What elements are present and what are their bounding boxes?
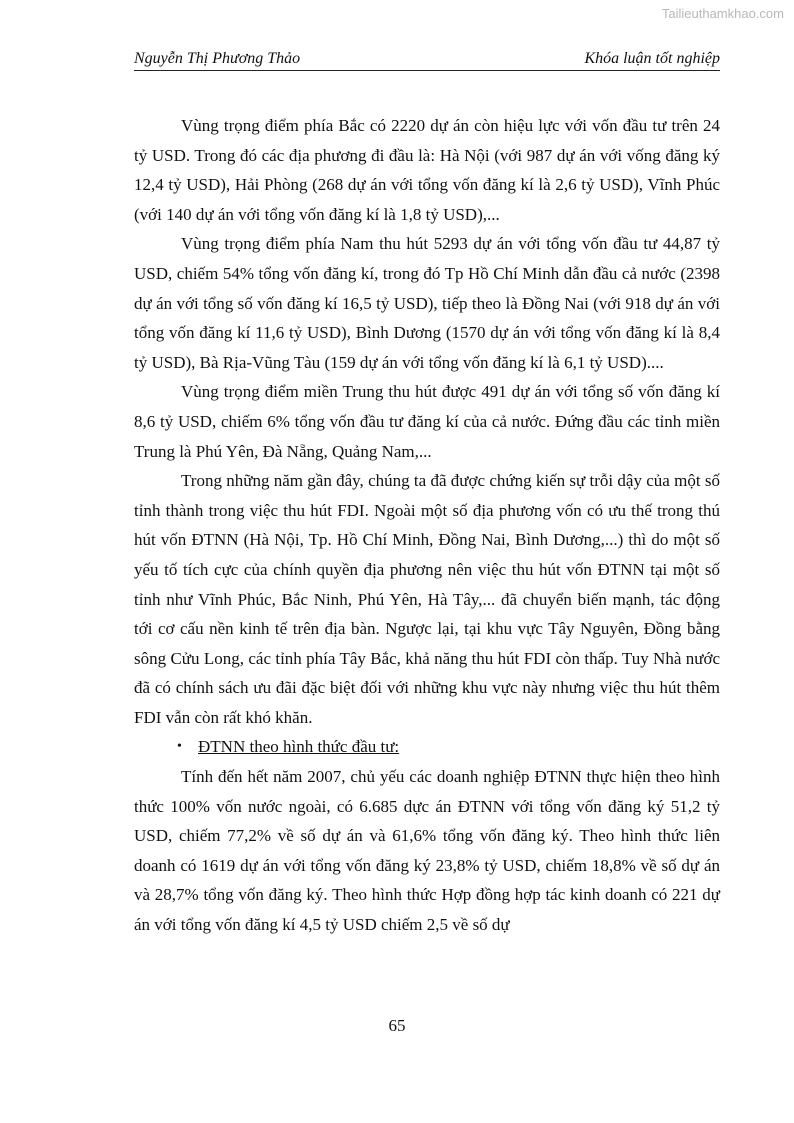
page-header [134,50,720,71]
watermark: Tailieuthamkhao.com [661,6,784,21]
page-number: 65 [388,1016,406,1035]
page-content [134,111,720,940]
paragraph-central-region: Vùng trọng điểm miền Trung thu hút được 491 dự án với tổng số vốn đăng kí 8,6 tỷ USD, chiếm 6% tổng vốn đầu tư đăng kí của cả nước. Đứng đầu các tỉnh miền Trung là Phú Yên, Đà Nẵng, Quảng Nam,... [134,382,720,461]
paragraph-investment-forms: Tính đến hết năm 2007, chủ yếu các doanh nghiệp ĐTNN thực hiện theo hình thức 100% vốn nước ngoài, có 6.685 dực án ĐTNN với tổng vốn đăng ký 51,2 tỷ USD, chiếm 77,2% về số dự án và 61,6% tổng vốn đăng ký. Theo hình thức liên doanh có 1619 dự án với tổng vốn đăng ký 23,8% tỷ USD, chiếm 18,8% về số dự án và 28,7% tổng vốn đăng ký. Theo hình thức Hợp đồng hợp tác kinh doanh có 221 dự án với tổng vốn đăng kí 4,5 tỷ USD chiếm 2,5 về số dự [134,767,720,935]
header-author: Nguyễn Thị Phương Thảo [134,50,301,67]
bullet-label: ĐTNN theo hình thức đầu tư: [198,737,400,757]
paragraph-provinces-rise: Trong những năm gần đây, chúng ta đã được chứng kiến sự trỗi dậy của một số tỉnh thành trong việc thu hút FDI. Ngoài một số địa phương vốn có ưu thế trong thú hút vốn ĐTNN (Hà Nội, Tp. Hồ Chí Minh, Đồng Nai, Bình Dương,...) thì do một số yếu tố tích cực của chính quyền địa phương nên việc thu hút vốn ĐTNN tại một số tỉnh như Vĩnh Phúc, Bắc Ninh, Phú Yên, Hà Tây,... đã chuyển biến mạnh, tác động tới cơ cấu nền kinh tế trên địa bàn. Ngược lại, tại khu vực Tây Nguyên, Đồng bằng sông Cửu Long, các tỉnh phía Tây Bắc, khả năng thu hút FDI còn thấp. Tuy Nhà nước đã có chính sách ưu đãi đặc biệt đối với những khu vực này nhưng việc thu hút thêm FDI vẫn còn rất khó khăn. [134,471,720,727]
paragraph-south-region: Vùng trọng điểm phía Nam thu hút 5293 dự án với tổng vốn đầu tư 44,87 tỷ USD, chiếm 54% tổng vốn đăng kí, trong đó Tp Hồ Chí Minh dẫn đầu cả nước (2398 dự án với tổng số vốn đăng kí 16,5 tỷ USD), tiếp theo là Đồng Nai (với 918 dự án với tổng vốn đăng kí 11,6 tỷ USD), Bình Dương (1570 dự án với tổng vốn đăng kí là 8,4 tỷ USD), Bà Rịa-Vũng Tàu (159 dự án với tổng vốn đăng kí là 6,1 tỷ USD).... [134,234,720,372]
bullet-item [134,732,720,762]
paragraph-north-region: Vùng trọng điểm phía Bắc có 2220 dự án còn hiệu lực với vốn đầu tư trên 24 tỷ USD. Trong đó các địa phương đi đầu là: Hà Nội (với 987 dự án với vống đăng ký 12,4 tỷ USD), Hải Phòng (268 dự án với tổng vốn đăng kí là 2,6 tỷ USD), Vĩnh Phúc (với 140 dự án với tổng vốn đăng kí là 1,8 tỷ USD),... [134,116,720,224]
bullet-icon: • [177,739,182,755]
header-doc-type: Khóa luận tốt nghiệp [584,50,720,67]
